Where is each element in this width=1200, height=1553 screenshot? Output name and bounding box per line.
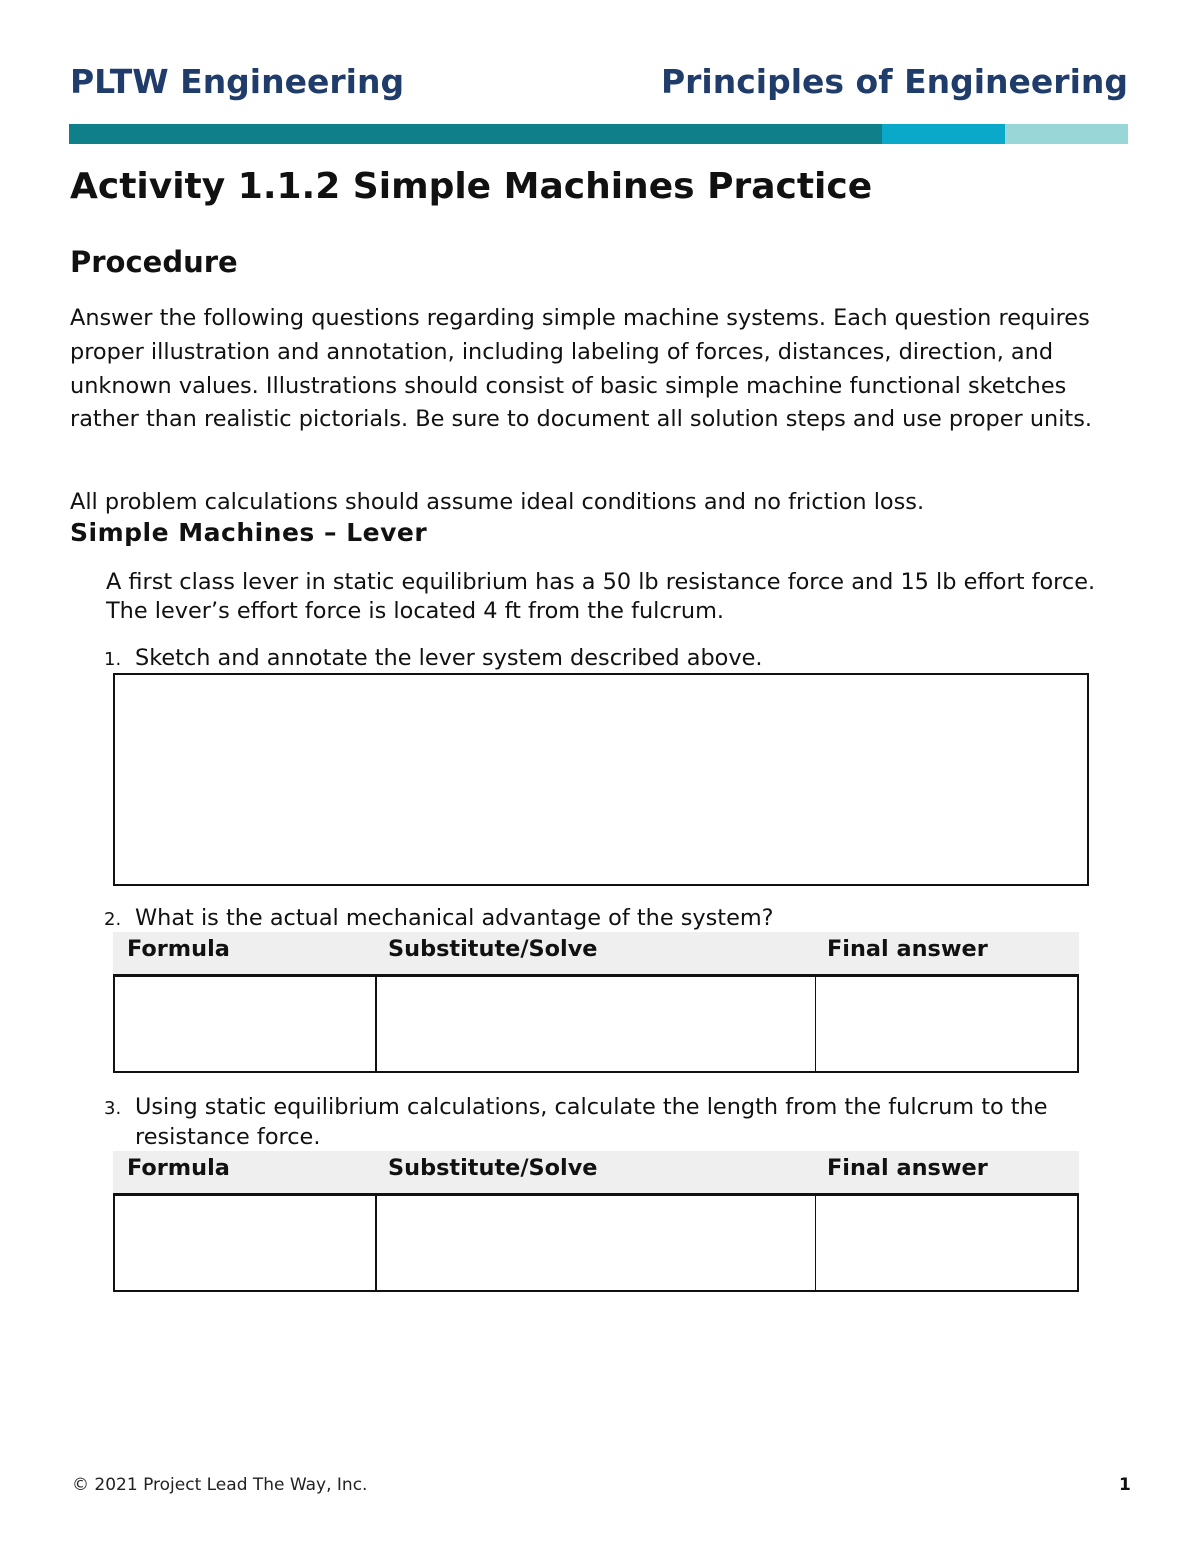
header-course-name: Principles of Engineering [660,62,1128,101]
header-substitute-solve: Substitute/Solve [388,936,598,962]
answer-table-q3 [113,1151,1079,1292]
final-answer-cell[interactable] [816,977,1077,1071]
formula-cell[interactable] [115,1196,377,1290]
question-text: Using static equilibrium calculations, calculate the length from the fulcrum to the resistance force. [135,1094,1048,1150]
footer-copyright: © 2021 Project Lead The Way, Inc. [72,1475,368,1495]
question-number: 1. [104,649,122,670]
question-number: 3. [104,1098,122,1119]
substitute-solve-cell[interactable] [377,1196,816,1290]
footer-page-number: 1 [1119,1475,1131,1495]
header-program-name: PLTW Engineering [70,62,405,101]
question-number: 2. [104,909,122,930]
answer-table-row [113,977,1079,1073]
header-formula: Formula [127,1155,230,1181]
page-header [70,62,1128,106]
header-substitute-solve: Substitute/Solve [388,1155,598,1181]
question-2 [104,904,1114,934]
substitute-solve-cell[interactable] [377,977,816,1071]
lever-scenario: A first class lever in static equilibrium has a 50 lb resistance force and 15 lb effort force. The lever’s effort force is located 4 ft from the fulcrum. [106,569,1096,624]
header-color-bar [69,124,1128,144]
color-bar-segment-teal [69,124,882,144]
procedure-heading: Procedure [70,245,238,279]
final-answer-cell[interactable] [816,1196,1077,1290]
lever-section-heading: Simple Machines – Lever [70,518,428,547]
answer-table-header [113,932,1079,977]
question-text: Sketch and annotate the lever system described above. [135,645,763,671]
question-3 [104,1093,1114,1152]
procedure-intro: Answer the following questions regarding simple machine systems. Each question requires proper illustration and annotation, including labeling of forces, distances, direction, and unknown values. Illustrations should consist of basic simple machine functional sketches rather than realistic pictorials. Be sure to document all solution steps and use proper units. [70,305,1092,433]
answer-table-row [113,1196,1079,1292]
color-bar-segment-light [1005,124,1128,144]
color-bar-segment-cyan [882,124,1005,144]
answer-table-header [113,1151,1079,1196]
question-1 [104,644,1114,674]
header-final-answer: Final answer [827,936,988,962]
sketch-answer-box[interactable] [113,673,1089,886]
question-text: What is the actual mechanical advantage of the system? [135,905,774,931]
page-title: Activity 1.1.2 Simple Machines Practice [70,166,873,207]
answer-table-q2 [113,932,1079,1073]
formula-cell[interactable] [115,977,377,1071]
header-formula: Formula [127,936,230,962]
procedure-assumption: All problem calculations should assume ideal conditions and no friction loss. [70,489,925,515]
header-final-answer: Final answer [827,1155,988,1181]
